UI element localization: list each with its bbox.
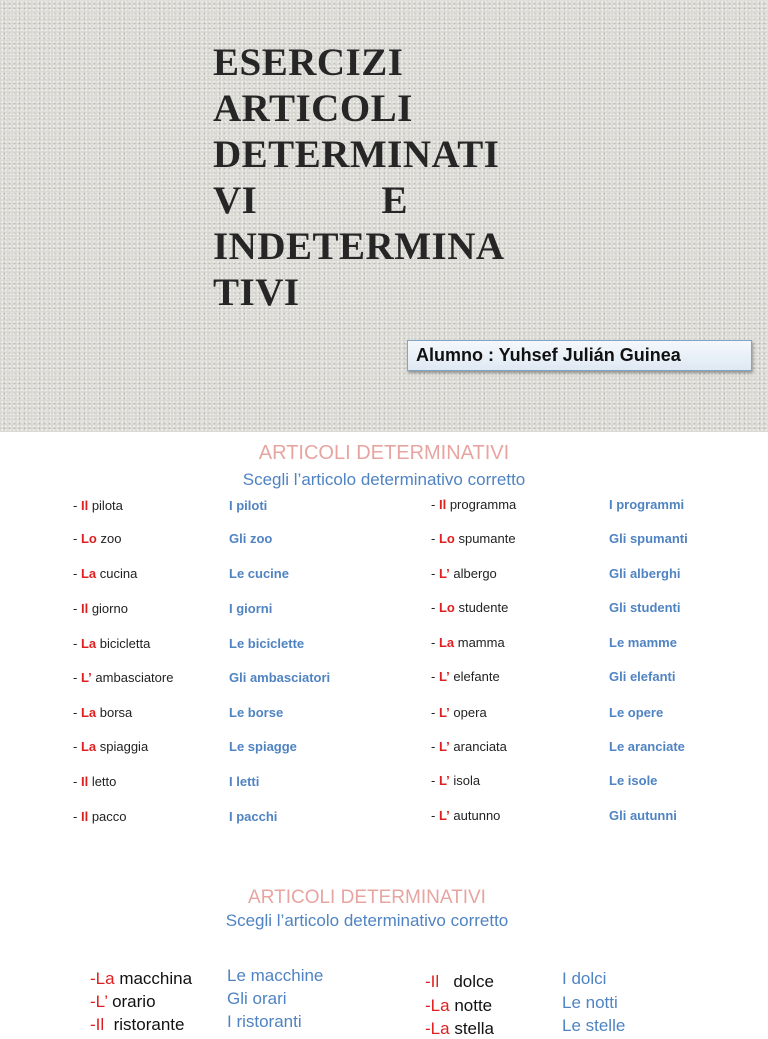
noun: mamma — [457, 635, 505, 650]
article-answer: La — [80, 636, 97, 651]
noun: ambasciatore — [95, 670, 174, 685]
singular-row — [73, 670, 173, 685]
noun: pilota — [91, 498, 123, 513]
singular-row — [431, 705, 487, 720]
noun: spumante — [458, 531, 516, 546]
plural-form: Le isole — [609, 773, 658, 788]
plural-form: Gli orari — [227, 989, 287, 1008]
noun: studente — [458, 600, 509, 615]
plural-form: I piloti — [229, 498, 268, 513]
noun: zoo — [100, 531, 122, 546]
title-line: ESERCIZI — [213, 41, 404, 84]
plural-form: Gli zoo — [229, 531, 273, 546]
article-answer: L’ — [438, 808, 450, 823]
bullet-dash: - — [73, 809, 81, 824]
bullet-dash: - — [73, 774, 81, 789]
bullet-dash: - — [73, 498, 81, 513]
bullet-dash: - — [425, 1019, 431, 1038]
bullet-dash: - — [431, 705, 439, 720]
bullet-dash: - — [73, 601, 81, 616]
bullet-dash: - — [90, 1015, 96, 1034]
noun: elefante — [453, 669, 500, 684]
bullet-dash: - — [73, 705, 81, 720]
singular-row — [73, 636, 150, 651]
noun: aranciata — [453, 739, 507, 754]
singular-row — [431, 600, 508, 615]
article-answer: La — [80, 739, 97, 754]
article-answer: L’ — [438, 669, 450, 684]
title-fragment: VI — [213, 179, 258, 222]
plural-form: Gli ambasciatori — [229, 670, 331, 685]
singular-row — [431, 739, 507, 754]
bullet-dash: - — [73, 739, 81, 754]
exercise2-subheading: Scegli l’articolo determinativo corretto — [225, 911, 509, 930]
plural-form: Gli elefanti — [609, 669, 676, 684]
article-answer: Il — [430, 972, 440, 991]
article-answer: La — [438, 635, 455, 650]
page-title — [213, 40, 533, 316]
plural-form: Le biciclette — [229, 636, 305, 651]
title-line: INDETERMINA — [213, 225, 505, 268]
noun: bicicletta — [99, 636, 151, 651]
article-answer: Il — [80, 809, 89, 824]
plural-form: I pacchi — [229, 809, 278, 824]
plural-form: Le cucine — [229, 566, 289, 581]
singular-row — [431, 635, 505, 650]
plural-form: I letti — [229, 774, 260, 789]
singular-row — [73, 774, 116, 789]
bullet-dash: - — [90, 969, 96, 988]
noun: pacco — [91, 809, 127, 824]
noun: programma — [449, 497, 517, 512]
singular-row — [73, 601, 128, 616]
article-answer: L’ — [438, 705, 450, 720]
plural-form: Le notti — [562, 993, 618, 1012]
article-answer: Lo — [438, 600, 455, 615]
bullet-dash: - — [431, 566, 439, 581]
singular-row — [73, 531, 121, 546]
singular-row — [431, 497, 516, 512]
article-answer: L’ — [438, 773, 450, 788]
plural-form: Le borse — [229, 705, 284, 720]
plural-form: Gli alberghi — [609, 566, 681, 581]
bullet-dash: - — [90, 992, 96, 1011]
article-answer: La — [80, 705, 97, 720]
noun: letto — [91, 774, 117, 789]
exercise1-subheading: Scegli l’articolo determinativo corretto — [242, 470, 526, 489]
noun: giorno — [91, 601, 128, 616]
title-line: DETERMINATI — [213, 133, 500, 176]
singular-row — [425, 1019, 494, 1039]
article-answer: Lo — [438, 531, 455, 546]
article-answer: L’ — [438, 566, 450, 581]
bullet-dash: - — [73, 636, 81, 651]
article-answer: L’ — [438, 739, 450, 754]
singular-row — [431, 773, 480, 788]
article-answer: Il — [80, 774, 89, 789]
article-answer: L’ — [95, 992, 108, 1011]
singular-row — [73, 498, 123, 513]
noun: autunno — [453, 808, 501, 823]
singular-row — [425, 972, 494, 992]
singular-row — [431, 531, 516, 546]
article-answer: Il — [95, 1015, 105, 1034]
article-answer: Il — [80, 498, 89, 513]
exercise-slide — [0, 432, 768, 1038]
noun: opera — [453, 705, 487, 720]
bullet-dash: - — [431, 739, 439, 754]
singular-row — [73, 705, 132, 720]
bullet-dash: - — [431, 531, 439, 546]
title-line: ARTICOLI — [213, 87, 413, 130]
plural-form: I dolci — [562, 969, 607, 988]
bullet-dash: - — [431, 669, 439, 684]
noun: dolce — [439, 972, 494, 991]
plural-form: I giorni — [229, 601, 273, 616]
noun: spiaggia — [99, 739, 149, 754]
bullet-dash: - — [431, 600, 439, 615]
singular-row — [90, 1015, 184, 1035]
plural-form: Gli autunni — [609, 808, 677, 823]
noun: borsa — [99, 705, 133, 720]
title-slide — [0, 0, 768, 432]
singular-row — [431, 566, 497, 581]
article-answer: L’ — [80, 670, 92, 685]
bullet-dash: - — [431, 497, 439, 512]
noun: cucina — [99, 566, 138, 581]
noun: macchina — [114, 969, 193, 988]
singular-row — [431, 808, 500, 823]
title-line: TIVI — [213, 271, 300, 314]
student-name-box: Alumno : Yuhsef Julián Guinea — [407, 340, 752, 371]
singular-row — [90, 992, 156, 1012]
plural-form: I programmi — [609, 497, 685, 512]
plural-form: Le aranciate — [609, 739, 685, 754]
singular-row — [431, 669, 500, 684]
title-split-line — [213, 178, 408, 224]
noun: isola — [453, 773, 481, 788]
article-answer: La — [95, 969, 115, 988]
noun: ristorante — [104, 1015, 185, 1034]
bullet-dash: - — [431, 773, 439, 788]
bullet-dash: - — [73, 566, 81, 581]
noun: orario — [107, 992, 156, 1011]
article-answer: La — [80, 566, 97, 581]
bullet-dash: - — [73, 531, 81, 546]
article-answer: Il — [438, 497, 447, 512]
bullet-dash: - — [425, 996, 431, 1015]
noun: albergo — [453, 566, 497, 581]
plural-form: Le mamme — [609, 635, 677, 650]
plural-form: Le stelle — [562, 1016, 626, 1035]
singular-row — [73, 739, 148, 754]
article-answer: La — [430, 1019, 450, 1038]
bullet-dash: - — [431, 635, 439, 650]
plural-form: Gli studenti — [609, 600, 681, 615]
plural-form: Le macchine — [227, 966, 324, 985]
bullet-dash: - — [425, 972, 431, 991]
article-answer: Il — [80, 601, 89, 616]
article-answer: Lo — [80, 531, 97, 546]
singular-row — [73, 809, 127, 824]
plural-form: Le spiagge — [229, 739, 297, 754]
article-answer: La — [430, 996, 450, 1015]
singular-row — [90, 969, 192, 989]
singular-row — [425, 996, 492, 1016]
title-fragment: E — [381, 179, 408, 222]
noun: notte — [449, 996, 493, 1015]
bullet-dash: - — [73, 670, 81, 685]
plural-form: Le opere — [609, 705, 664, 720]
singular-row — [73, 566, 137, 581]
noun: stella — [449, 1019, 495, 1038]
plural-form: Gli spumanti — [609, 531, 688, 546]
exercise1-heading: ARTICOLI DETERMINATIVI — [258, 442, 510, 464]
bullet-dash: - — [431, 808, 439, 823]
plural-form: I ristoranti — [227, 1012, 302, 1031]
exercise2-heading: ARTICOLI DETERMINATIVI — [248, 887, 486, 908]
